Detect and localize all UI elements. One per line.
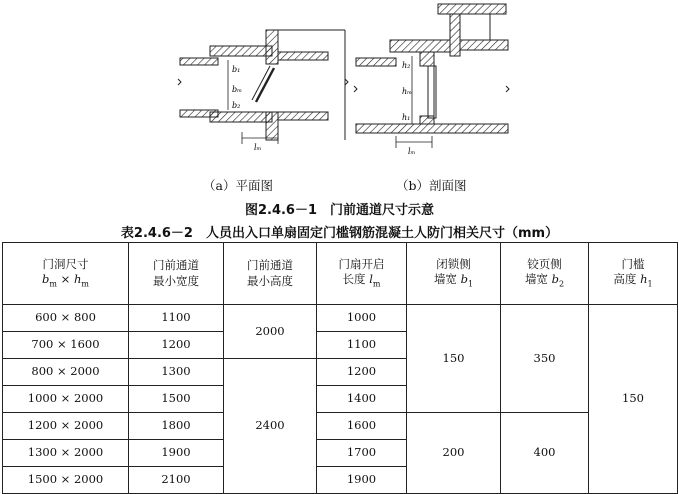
cell-length: 1000 [317,305,407,332]
header-var: h [73,272,82,287]
header-text: 墙宽 [524,272,552,287]
header-var: b [42,272,50,287]
cell-size: 1200 × 2000 [3,413,129,440]
sect-dim-h2: h₂ [402,61,411,70]
header-var: b [551,272,559,287]
cell-height: 2000 [224,305,317,359]
header-sub: m [81,279,89,289]
header-text: 门洞尺寸 [42,256,89,271]
header-text: 铰页侧 [527,256,562,271]
header-text: 最小高度 [247,273,293,288]
header-sub: 1 [647,279,653,289]
header-text: 门前通道 [247,257,293,272]
cell-length: 1600 [317,413,407,440]
door-passage-figure [170,0,510,180]
header-sub: 1 [467,279,474,289]
sect-dim-hm: hₘ [402,87,413,96]
header-min-height [224,243,317,305]
header-leaf-length [317,243,407,305]
section-view-drawing [354,4,509,148]
header-text: 闭锁侧 [436,256,471,271]
header-text: 墙宽 [433,272,461,287]
header-text: × [57,272,74,287]
cell-length: 1200 [317,359,407,386]
header-sub: m [49,279,57,289]
cell-size: 1300 × 2000 [3,440,129,467]
table-row [3,413,678,440]
cell-size: 700 × 1600 [3,332,129,359]
cell-length: 1900 [317,467,407,494]
header-text: 门扇开启 [338,256,385,271]
cell-hinge-wall: 400 [501,413,589,494]
caption-section-view: （b）剖面图 [396,178,467,193]
header-text: 高度 [613,272,641,287]
cell-sill-height: 150 [589,305,678,494]
cell-size: 1500 × 2000 [3,467,129,494]
cell-lock-wall: 150 [407,305,501,413]
caption-plan-view: （a）平面图 [203,178,273,193]
table-row [3,305,678,332]
cell-size: 800 × 2000 [3,359,129,386]
header-lock-wall [407,243,501,305]
cell-length: 1400 [317,386,407,413]
header-min-width [129,243,224,305]
cell-length: 1700 [317,440,407,467]
header-text: 门前通道 [153,257,199,272]
figure-title: 图2.4.6－1 门前通道尺寸示意 [244,203,435,218]
table-title: 表2.4.6－2 人员出入口单扇固定门槛钢筋混凝土人防门相关尺寸（mm） [120,226,559,241]
cell-length: 1100 [317,332,407,359]
header-sill-height [589,243,678,305]
cell-width: 1100 [129,305,224,332]
door-dimensions-table [2,242,678,494]
header-var: l [369,272,373,287]
header-text: 长度 [342,272,370,287]
header-var: b [460,272,468,287]
header-sub: 2 [558,279,565,289]
sect-dim-h1: h₁ [402,113,411,122]
header-var: h [640,272,648,287]
header-text: 最小宽度 [153,273,199,288]
cell-size: 1000 × 2000 [3,386,129,413]
cell-width: 1800 [129,413,224,440]
plan-dim-b1: b₁ [232,65,241,74]
cell-height: 2400 [224,359,317,494]
header-hinge-wall [501,243,589,305]
cell-width: 2100 [129,467,224,494]
sect-dim-lm: lₘ [408,147,416,156]
cell-lock-wall: 200 [407,413,501,494]
table-header-row [3,243,678,305]
plan-dim-lm: lₘ [254,143,262,152]
cell-width: 1500 [129,386,224,413]
plan-view-drawing [178,30,348,144]
cell-size: 600 × 800 [3,305,129,332]
cell-width: 1200 [129,332,224,359]
header-sub: m [372,279,381,289]
cell-width: 1900 [129,440,224,467]
header-text: 门槛 [621,256,645,271]
plan-dim-b2: b₂ [232,101,241,110]
header-door-size [3,243,129,305]
plan-dim-bm: bₘ [232,85,243,94]
cell-width: 1300 [129,359,224,386]
cell-hinge-wall: 350 [501,305,589,413]
